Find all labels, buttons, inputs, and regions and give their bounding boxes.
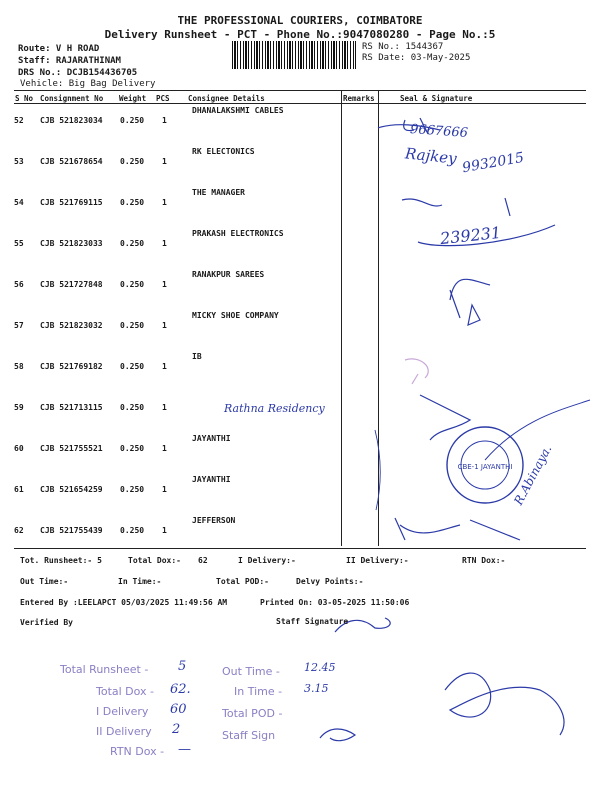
row-sno: 55 bbox=[14, 239, 24, 248]
row-weight: 0.250 bbox=[120, 198, 145, 207]
verified-signature-ink bbox=[445, 673, 564, 735]
row-pcs: 1 bbox=[162, 116, 167, 125]
row-weight: 0.250 bbox=[120, 362, 145, 371]
row-sno: 57 bbox=[14, 321, 24, 330]
row-weight: 0.250 bbox=[120, 526, 145, 535]
signature-stroke-60 bbox=[375, 430, 380, 510]
stamp-total-runsheet: Total Runsheet - bbox=[60, 663, 149, 676]
row-sno: 52 bbox=[14, 116, 24, 125]
row-sno: 53 bbox=[14, 157, 24, 166]
row-pcs: 1 bbox=[162, 157, 167, 166]
entered-by: Entered By :LEELAPCT 05/03/2025 11:49:56 AM bbox=[20, 598, 228, 607]
staff-label: Staff: RAJARATHINAM bbox=[18, 56, 121, 66]
row-consignment: CJB 521823033 bbox=[40, 239, 103, 248]
stamp-rtn-dox-value: — bbox=[178, 742, 191, 757]
stamp-i-delivery-value: 60 bbox=[170, 702, 187, 717]
stamp-in-time-value: 3.15 bbox=[304, 682, 329, 695]
signature-stroke-52 bbox=[378, 125, 440, 130]
drs-number: DRS No.: DCJB154436705 bbox=[18, 68, 138, 78]
row-consignee: DHANALAKSHMI CABLES bbox=[192, 106, 284, 115]
row-sno: 62 bbox=[14, 526, 24, 535]
total-pod: Total POD:- bbox=[216, 577, 269, 586]
handwritten-phone-52: 9667666 bbox=[409, 121, 469, 142]
total-dox-label: Total Dox:- bbox=[128, 556, 181, 565]
stamp-staff-sign: Staff Sign bbox=[222, 729, 276, 742]
stamp-total-dox-value: 62. bbox=[170, 682, 191, 697]
row-weight: 0.250 bbox=[120, 444, 145, 453]
stamp-signature-ink bbox=[320, 729, 355, 741]
delivery-stamp bbox=[447, 427, 523, 503]
row-pcs: 1 bbox=[162, 239, 167, 248]
col-weight: Weight bbox=[119, 94, 147, 103]
stamp-ii-delivery-value: 2 bbox=[172, 722, 181, 737]
rs-date: RS Date: 03-May-2025 bbox=[362, 53, 471, 63]
tot-runsheet: Tot. Runsheet:- 5 bbox=[20, 556, 102, 565]
rs-number: RS No.: 1544367 bbox=[362, 42, 444, 52]
signature-stroke-58 bbox=[405, 359, 428, 384]
row-consignee: RK ELECTONICS bbox=[192, 147, 255, 156]
stamp-out-time: Out Time - bbox=[222, 665, 280, 678]
row-consignment: CJB 521755521 bbox=[40, 444, 103, 453]
staff-signature-label: Staff Signature bbox=[276, 617, 349, 626]
row-consignee: JEFFERSON bbox=[192, 516, 236, 525]
col-pcs: PCS bbox=[156, 94, 170, 103]
row-consignee: PRAKASH ELECTRONICS bbox=[192, 229, 284, 238]
signature-stroke-54 bbox=[402, 199, 442, 206]
col-seal-signature: Seal & Signature bbox=[400, 94, 473, 103]
row-consignment: CJB 521823034 bbox=[40, 116, 103, 125]
handwritten-note-59: Rathna Residency bbox=[224, 402, 325, 415]
rtn-dox: RTN Dox:- bbox=[462, 556, 506, 565]
row-pcs: 1 bbox=[162, 362, 167, 371]
row-sno: 58 bbox=[14, 362, 24, 371]
stamp-total-runsheet-value: 5 bbox=[178, 659, 187, 674]
signature-stroke-54b bbox=[505, 198, 510, 216]
row-weight: 0.250 bbox=[120, 403, 145, 412]
stamp-out-time-value: 12.45 bbox=[304, 661, 336, 674]
row-pcs: 1 bbox=[162, 526, 167, 535]
stamp-total-pod: Total POD - bbox=[222, 707, 283, 720]
row-sno: 61 bbox=[14, 485, 24, 494]
row-weight: 0.250 bbox=[120, 116, 145, 125]
printed-on: Printed On: 03-05-2025 11:50:06 bbox=[260, 598, 410, 607]
handwritten-phone-53: 9932015 bbox=[461, 149, 526, 177]
row-pcs: 1 bbox=[162, 321, 167, 330]
row-consignment: CJB 521727848 bbox=[40, 280, 103, 289]
row-consignment: CJB 521769182 bbox=[40, 362, 103, 371]
in-time: In Time:- bbox=[118, 577, 162, 586]
row-consignee: THE MANAGER bbox=[192, 188, 245, 197]
row-weight: 0.250 bbox=[120, 321, 145, 330]
col-remarks: Remarks bbox=[343, 94, 375, 103]
row-weight: 0.250 bbox=[120, 157, 145, 166]
handwritten-phone-55: 239231 bbox=[439, 222, 502, 249]
row-weight: 0.250 bbox=[120, 485, 145, 494]
signature-stroke-55 bbox=[418, 222, 555, 249]
row-consignee: MICKY SHOE COMPANY bbox=[192, 311, 279, 320]
row-consignee: JAYANTHI bbox=[192, 434, 231, 443]
signature-stroke-59 bbox=[420, 395, 470, 440]
stamp-text: CBE-1 JAYANTHI bbox=[457, 463, 513, 471]
stamp-i-delivery: I Delivery bbox=[96, 705, 149, 718]
col-sno: S No bbox=[15, 94, 34, 103]
verified-by: Verified By bbox=[20, 618, 73, 627]
row-pcs: 1 bbox=[162, 198, 167, 207]
handwritten-signature-61: R.Abinaya. bbox=[511, 442, 555, 508]
stamp-in-time: In Time - bbox=[234, 685, 283, 698]
row-consignment: CJB 521769115 bbox=[40, 198, 103, 207]
row-consignment: CJB 521823032 bbox=[40, 321, 103, 330]
row-consignee: JAYANTHI bbox=[192, 475, 231, 484]
row-sno: 59 bbox=[14, 403, 24, 412]
stamp-rtn-dox: RTN Dox - bbox=[110, 745, 165, 758]
row-weight: 0.250 bbox=[120, 239, 145, 248]
vehicle-label: Vehicle: Big Bag Delivery bbox=[20, 79, 156, 89]
signature-stroke-62 bbox=[395, 518, 460, 540]
total-dox-value: 62 bbox=[198, 556, 208, 565]
stamp-total-dox: Total Dox - bbox=[96, 685, 155, 698]
row-sno: 56 bbox=[14, 280, 24, 289]
i-delivery: I Delivery:- bbox=[238, 556, 296, 565]
runsheet-subtitle: Delivery Runsheet - PCT - Phone No.:9047080280 - Page No.:5 bbox=[104, 28, 496, 41]
delvy-points: Delvy Points:- bbox=[296, 577, 364, 586]
row-consignee: RANAKPUR SAREES bbox=[192, 270, 265, 279]
company-title: THE PROFESSIONAL COURIERS, COIMBATORE bbox=[177, 14, 423, 27]
row-pcs: 1 bbox=[162, 280, 167, 289]
row-pcs: 1 bbox=[162, 403, 167, 412]
handwritten-name-53: Rajkey bbox=[404, 144, 458, 168]
row-weight: 0.250 bbox=[120, 280, 145, 289]
summary-stamp-block bbox=[60, 655, 336, 765]
stamp-ii-delivery: II Delivery bbox=[96, 725, 152, 738]
signature-stroke-62b bbox=[470, 520, 520, 540]
ii-delivery: II Delivery:- bbox=[346, 556, 409, 565]
col-consignment: Consignment No bbox=[40, 94, 104, 103]
row-sno: 60 bbox=[14, 444, 24, 453]
row-consignment: CJB 521713115 bbox=[40, 403, 103, 412]
row-pcs: 1 bbox=[162, 485, 167, 494]
row-consignment: CJB 521654259 bbox=[40, 485, 103, 494]
route-label: Route: V H ROAD bbox=[18, 44, 100, 54]
signature-stroke-57 bbox=[468, 305, 480, 325]
row-pcs: 1 bbox=[162, 444, 167, 453]
row-consignee: IB bbox=[192, 352, 202, 361]
row-consignment: CJB 521755439 bbox=[40, 526, 103, 535]
out-time: Out Time:- bbox=[20, 577, 69, 586]
row-consignment: CJB 521678654 bbox=[40, 157, 103, 166]
col-consignee: Consignee Details bbox=[188, 94, 265, 103]
row-sno: 54 bbox=[14, 198, 24, 207]
